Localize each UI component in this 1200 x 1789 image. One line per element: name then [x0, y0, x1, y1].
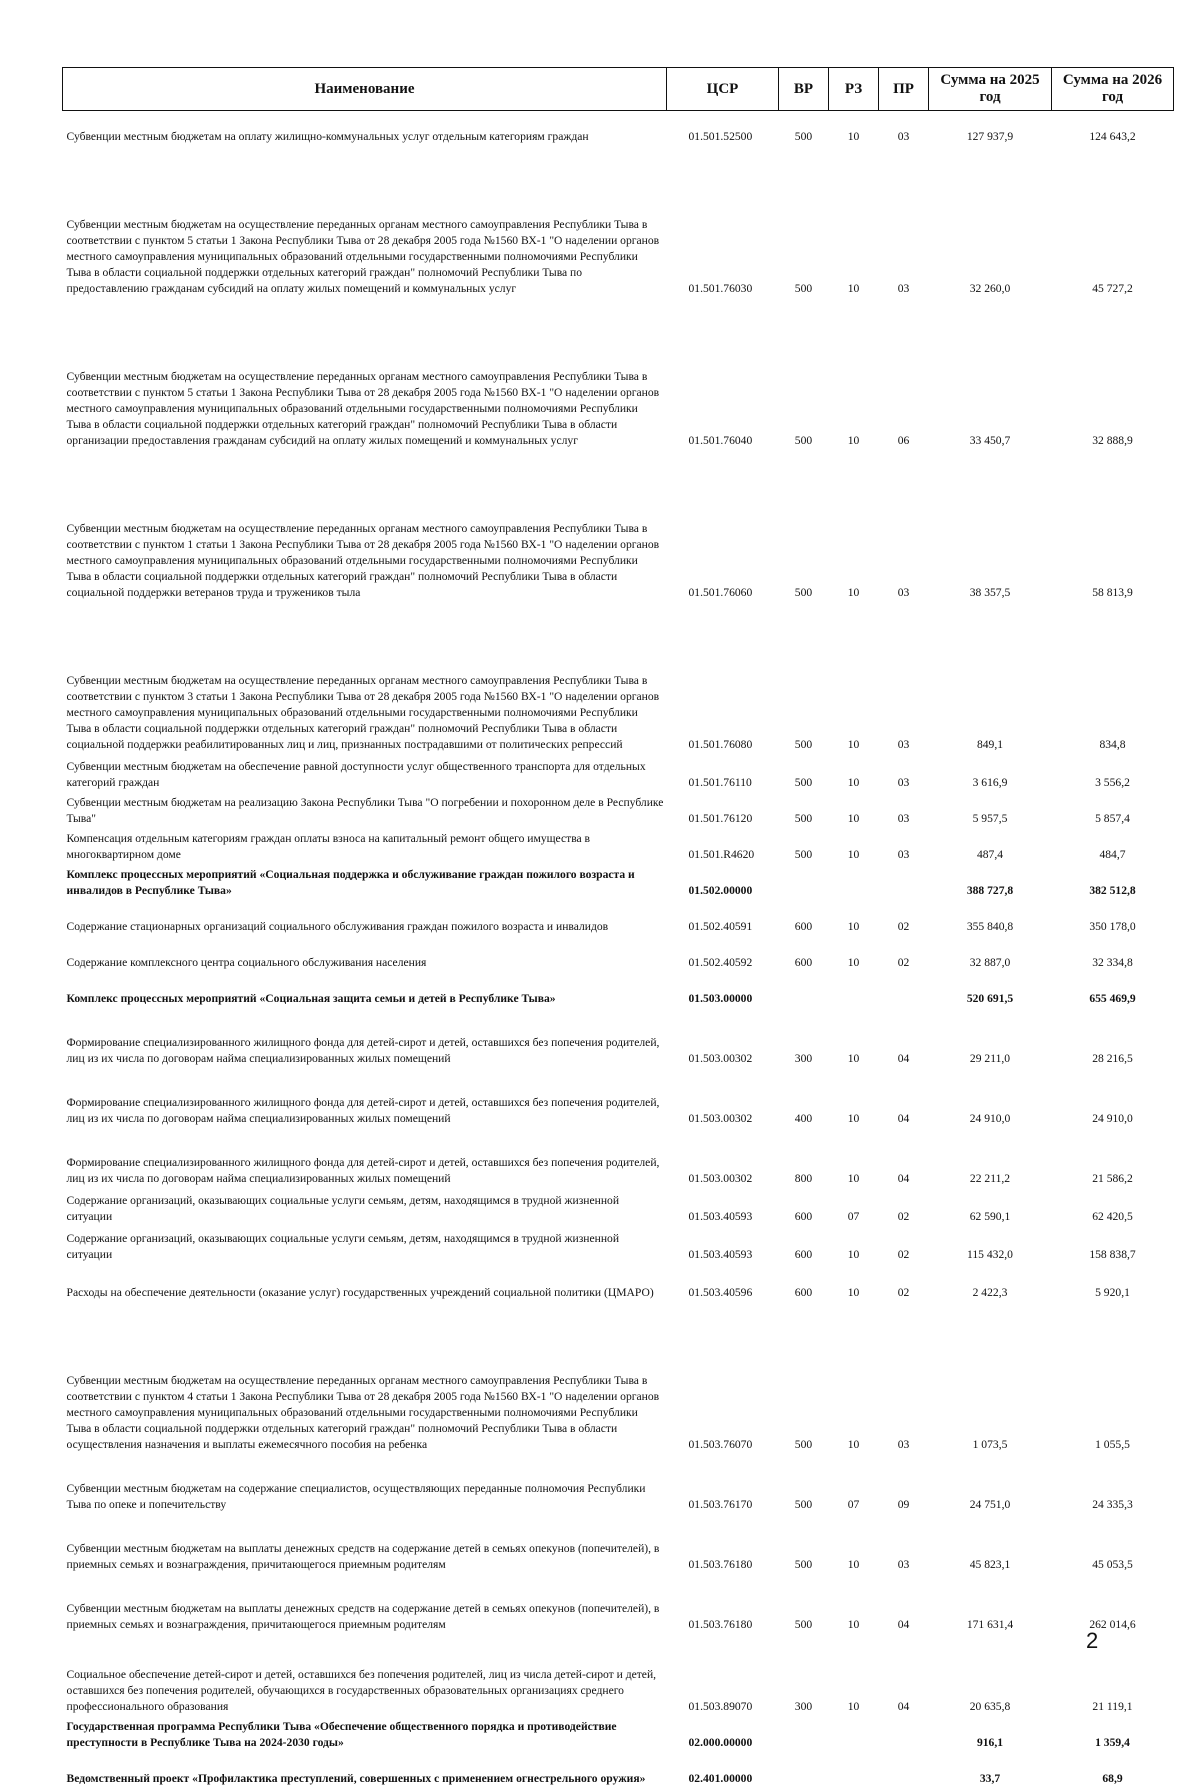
row-sum-2026: 45 727,2 [1052, 147, 1174, 299]
row-csr: 01.501.76120 [667, 793, 779, 829]
row-vr: 500 [779, 829, 829, 865]
table-row [63, 865, 1174, 901]
row-sum-2025: 520 691,5 [929, 973, 1052, 1009]
budget-page [62, 67, 1173, 1789]
row-name: Содержание комплексного центра социального обслуживания населения [63, 937, 667, 973]
row-vr: 500 [779, 755, 829, 793]
row-pr: 04 [879, 1129, 929, 1189]
row-pr [879, 1753, 929, 1789]
row-csr: 01.503.76070 [667, 1303, 779, 1455]
row-name: Субвенции местным бюджетам на осуществление переданных органам местного самоуправления Республики Тыва в соответствии с пунктом 4 статьи 1 Закона Республики Тыва от 28 декабря 2005 года №1560 ВХ-1 "О наделении органов местного самоуправления муниципальных образований отдельными государственными полномочиями Республики Тыва в области социальной поддержки отдельных категорий граждан" полномочий Республики Тыва в области осуществления назначения и выплаты ежемесячного пособия на ребенка [63, 1303, 667, 1455]
row-name: Комплекс процессных мероприятий «Социальная поддержка и обслуживание граждан пожилого возраста и инвалидов в Республике Тыва» [63, 865, 667, 901]
row-name: Субвенции местным бюджетам на оплату жилищно-коммунальных услуг отдельным категориям граждан [63, 111, 667, 148]
row-sum-2025: 115 432,0 [929, 1227, 1052, 1265]
row-pr [879, 865, 929, 901]
row-sum-2025: 32 887,0 [929, 937, 1052, 973]
row-sum-2026: 68,9 [1052, 1753, 1174, 1789]
row-rz: 10 [829, 1635, 879, 1717]
row-vr: 500 [779, 793, 829, 829]
row-pr: 03 [879, 451, 929, 603]
row-sum-2025: 38 357,5 [929, 451, 1052, 603]
row-sum-2026: 32 334,8 [1052, 937, 1174, 973]
row-rz: 10 [829, 1069, 879, 1129]
budget-table [62, 67, 1174, 1789]
row-csr: 02.000.00000 [667, 1717, 779, 1753]
row-sum-2025: 388 727,8 [929, 865, 1052, 901]
row-csr: 01.503.00000 [667, 973, 779, 1009]
row-rz: 10 [829, 1515, 879, 1575]
row-rz [829, 973, 879, 1009]
row-sum-2026: 1 055,5 [1052, 1303, 1174, 1455]
row-csr: 01.503.76170 [667, 1455, 779, 1515]
row-sum-2026: 21 119,1 [1052, 1635, 1174, 1717]
row-csr: 01.503.40593 [667, 1189, 779, 1227]
table-row [63, 1009, 1174, 1069]
row-pr: 09 [879, 1455, 929, 1515]
row-sum-2026: 1 359,4 [1052, 1717, 1174, 1753]
row-name: Субвенции местным бюджетам на осуществление переданных органам местного самоуправления Республики Тыва в соответствии с пунктом 1 статьи 1 Закона Республики Тыва от 28 декабря 2005 года №1560 ВХ-1 "О наделении органов местного самоуправления муниципальных образований отдельными государственными полномочиями Республики Тыва в области социальной поддержки отдельных категорий граждан" полномочий Республики Тыва в области социальной поддержки ветеранов труда и тружеников тыла [63, 451, 667, 603]
row-name: Формирование специализированного жилищного фонда для детей-сирот и детей, оставшихся без попечения родителей, лиц из их числа по договорам найма специализированных жилых помещений [63, 1009, 667, 1069]
header-sum-2026 [1052, 68, 1174, 111]
row-sum-2025: 5 957,5 [929, 793, 1052, 829]
row-name: Субвенции местным бюджетам на осуществление переданных органам местного самоуправления Республики Тыва в соответствии с пунктом 3 статьи 1 Закона Республики Тыва от 28 декабря 2005 года №1560 ВХ-1 "О наделении органов местного самоуправления муниципальных образований отдельными государственными полномочиями Республики Тыва в области социальной поддержки отдельных категорий граждан" полномочий Республики Тыва в области социальной поддержки реабилитированных лиц и лиц, признанных пострадавшими от политических репрессий [63, 603, 667, 755]
row-vr: 300 [779, 1009, 829, 1069]
row-sum-2025: 62 590,1 [929, 1189, 1052, 1227]
row-pr: 04 [879, 1009, 929, 1069]
row-sum-2026: 62 420,5 [1052, 1189, 1174, 1227]
header-sum-2025-line2: год [979, 89, 1000, 105]
row-rz: 10 [829, 937, 879, 973]
header-sum-2026-line2: год [1102, 89, 1123, 105]
row-rz: 10 [829, 1265, 879, 1303]
row-csr: 01.502.40591 [667, 901, 779, 937]
table-row [63, 973, 1174, 1009]
row-vr: 500 [779, 111, 829, 148]
row-csr: 01.503.40593 [667, 1227, 779, 1265]
row-sum-2026: 655 469,9 [1052, 973, 1174, 1009]
row-pr: 03 [879, 755, 929, 793]
table-row [63, 901, 1174, 937]
row-rz: 10 [829, 1009, 879, 1069]
row-sum-2026: 158 838,7 [1052, 1227, 1174, 1265]
row-csr: 01.503.76180 [667, 1515, 779, 1575]
header-vr: ВР [779, 68, 829, 111]
row-csr: 01.501.R4620 [667, 829, 779, 865]
row-sum-2026: 21 586,2 [1052, 1129, 1174, 1189]
row-vr [779, 973, 829, 1009]
table-row [63, 1515, 1174, 1575]
row-csr: 01.501.52500 [667, 111, 779, 148]
row-sum-2025: 29 211,0 [929, 1009, 1052, 1069]
row-vr: 600 [779, 1227, 829, 1265]
row-sum-2026: 24 910,0 [1052, 1069, 1174, 1129]
row-pr: 04 [879, 1575, 929, 1635]
table-row [63, 603, 1174, 755]
table-body [63, 111, 1174, 1789]
row-rz: 10 [829, 1303, 879, 1455]
table-row [63, 299, 1174, 451]
row-csr: 01.501.76030 [667, 147, 779, 299]
row-sum-2025: 45 823,1 [929, 1515, 1052, 1575]
row-name: Субвенции местным бюджетам на выплаты денежных средств на содержание детей в семьях опекунов (попечителей), в приемных семьях и вознаграждения, причитающегося приемным родителям [63, 1575, 667, 1635]
row-pr: 06 [879, 299, 929, 451]
row-pr: 04 [879, 1635, 929, 1717]
row-csr: 02.401.00000 [667, 1753, 779, 1789]
row-vr: 500 [779, 1515, 829, 1575]
row-pr: 03 [879, 147, 929, 299]
row-sum-2025: 1 073,5 [929, 1303, 1052, 1455]
row-pr: 02 [879, 937, 929, 973]
row-sum-2025: 24 751,0 [929, 1455, 1052, 1515]
row-rz [829, 1717, 879, 1753]
row-sum-2025: 32 260,0 [929, 147, 1052, 299]
row-sum-2025: 916,1 [929, 1717, 1052, 1753]
row-sum-2026: 28 216,5 [1052, 1009, 1174, 1069]
row-vr: 500 [779, 603, 829, 755]
row-rz: 10 [829, 299, 879, 451]
row-rz: 10 [829, 1575, 879, 1635]
row-vr: 400 [779, 1069, 829, 1129]
row-rz: 10 [829, 755, 879, 793]
table-row [63, 1227, 1174, 1265]
row-pr [879, 1717, 929, 1753]
row-name: Субвенции местным бюджетам на реализацию Закона Республики Тыва "О погребении и похоронном деле в Республике Тыва" [63, 793, 667, 829]
row-vr: 600 [779, 1189, 829, 1227]
row-sum-2026: 5 920,1 [1052, 1265, 1174, 1303]
row-vr: 500 [779, 1303, 829, 1455]
row-vr [779, 865, 829, 901]
row-pr: 03 [879, 603, 929, 755]
row-name: Субвенции местным бюджетам на обеспечение равной доступности услуг общественного транспорта для отдельных категорий граждан [63, 755, 667, 793]
row-sum-2026: 5 857,4 [1052, 793, 1174, 829]
row-name: Социальное обеспечение детей-сирот и детей, оставшихся без попечения родителей, лиц из числа детей-сирот и детей, оставшихся без попечения родителей, обучающихся в государственных образовательных организациях среднего профессионального образования [63, 1635, 667, 1717]
table-row [63, 111, 1174, 148]
row-csr: 01.502.00000 [667, 865, 779, 901]
row-sum-2025: 2 422,3 [929, 1265, 1052, 1303]
table-row [63, 755, 1174, 793]
header-sum-2026-line1: Сумма на 2026 [1063, 72, 1162, 88]
table-row [63, 937, 1174, 973]
row-rz: 07 [829, 1455, 879, 1515]
row-rz: 10 [829, 1129, 879, 1189]
row-pr: 02 [879, 1265, 929, 1303]
row-vr: 500 [779, 451, 829, 603]
table-row [63, 1753, 1174, 1789]
row-sum-2025: 20 635,8 [929, 1635, 1052, 1717]
row-name: Расходы на обеспечение деятельности (оказание услуг) государственных учреждений социальной политики (ЦМАРО) [63, 1265, 667, 1303]
row-rz [829, 865, 879, 901]
row-csr: 01.501.76080 [667, 603, 779, 755]
row-name: Формирование специализированного жилищного фонда для детей-сирот и детей, оставшихся без попечения родителей, лиц из их числа по договорам найма специализированных жилых помещений [63, 1129, 667, 1189]
row-sum-2026: 350 178,0 [1052, 901, 1174, 937]
row-sum-2026: 124 643,2 [1052, 111, 1174, 148]
row-vr: 500 [779, 1575, 829, 1635]
row-vr: 600 [779, 901, 829, 937]
row-vr: 800 [779, 1129, 829, 1189]
table-header [63, 68, 1174, 111]
row-csr: 01.503.76180 [667, 1575, 779, 1635]
row-name: Формирование специализированного жилищного фонда для детей-сирот и детей, оставшихся без попечения родителей, лиц из их числа по договорам найма специализированных жилых помещений [63, 1069, 667, 1129]
row-sum-2025: 24 910,0 [929, 1069, 1052, 1129]
header-rz: РЗ [829, 68, 879, 111]
page-number: 2 [1086, 1628, 1098, 1654]
row-sum-2026: 382 512,8 [1052, 865, 1174, 901]
row-csr: 01.503.00302 [667, 1009, 779, 1069]
row-sum-2026: 58 813,9 [1052, 451, 1174, 603]
row-name: Содержание стационарных организаций социального обслуживания граждан пожилого возраста и инвалидов [63, 901, 667, 937]
table-row [63, 1575, 1174, 1635]
row-rz: 10 [829, 451, 879, 603]
row-csr: 01.503.00302 [667, 1069, 779, 1129]
row-pr: 03 [879, 1515, 929, 1575]
table-row [63, 147, 1174, 299]
row-name: Ведомственный проект «Профилактика преступлений, совершенных с применением огнестрельного оружия» [63, 1753, 667, 1789]
header-sum-2025 [929, 68, 1052, 111]
row-pr: 03 [879, 793, 929, 829]
row-rz: 10 [829, 603, 879, 755]
row-rz: 07 [829, 1189, 879, 1227]
row-sum-2025: 355 840,8 [929, 901, 1052, 937]
row-sum-2025: 127 937,9 [929, 111, 1052, 148]
row-csr: 01.501.76110 [667, 755, 779, 793]
row-vr [779, 1717, 829, 1753]
row-csr: 01.503.40596 [667, 1265, 779, 1303]
table-row [63, 1129, 1174, 1189]
row-rz: 10 [829, 111, 879, 148]
row-csr: 01.501.76060 [667, 451, 779, 603]
table-row [63, 1717, 1174, 1753]
row-name: Субвенции местным бюджетам на осуществление переданных органам местного самоуправления Республики Тыва в соответствии с пунктом 5 статьи 1 Закона Республики Тыва от 28 декабря 2005 года №1560 ВХ-1 "О наделении органов местного самоуправления муниципальных образований отдельными государственными полномочиями Республики Тыва в области социальной поддержки отдельных категорий граждан" полномочий Республики Тыва в области организации предоставления гражданам субсидий на оплату жилых помещений и коммунальных услуг [63, 299, 667, 451]
row-csr: 01.503.00302 [667, 1129, 779, 1189]
row-rz: 10 [829, 793, 879, 829]
row-pr: 02 [879, 1227, 929, 1265]
row-vr: 500 [779, 1455, 829, 1515]
header-sum-2025-line1: Сумма на 2025 [940, 72, 1039, 88]
row-name: Государственная программа Республики Тыва «Обеспечение общественного порядка и противодействие преступности в Республике Тыва на 2024-2030 годы» [63, 1717, 667, 1753]
row-sum-2026: 24 335,3 [1052, 1455, 1174, 1515]
row-rz: 10 [829, 147, 879, 299]
row-name: Содержание организаций, оказывающих социальные услуги семьям, детям, находящимся в трудной жизненной ситуации [63, 1227, 667, 1265]
table-row [63, 1303, 1174, 1455]
row-csr: 01.502.40592 [667, 937, 779, 973]
row-sum-2025: 849,1 [929, 603, 1052, 755]
row-pr: 02 [879, 901, 929, 937]
row-name: Субвенции местным бюджетам на выплаты денежных средств на содержание детей в семьях опекунов (попечителей), в приемных семьях и вознаграждения, причитающегося приемным родителям [63, 1515, 667, 1575]
row-pr: 02 [879, 1189, 929, 1227]
table-row [63, 1455, 1174, 1515]
row-rz [829, 1753, 879, 1789]
row-sum-2025: 171 631,4 [929, 1575, 1052, 1635]
row-name: Комплекс процессных мероприятий «Социальная защита семьи и детей в Республике Тыва» [63, 973, 667, 1009]
row-vr [779, 1753, 829, 1789]
table-row [63, 451, 1174, 603]
table-row [63, 1265, 1174, 1303]
row-vr: 600 [779, 1265, 829, 1303]
row-name: Компенсация отдельным категориям граждан оплаты взноса на капитальный ремонт общего имущества в многоквартирном доме [63, 829, 667, 865]
row-sum-2025: 22 211,2 [929, 1129, 1052, 1189]
row-sum-2026: 3 556,2 [1052, 755, 1174, 793]
row-name: Содержание организаций, оказывающих социальные услуги семьям, детям, находящимся в трудной жизненной ситуации [63, 1189, 667, 1227]
row-vr: 500 [779, 299, 829, 451]
row-sum-2025: 3 616,9 [929, 755, 1052, 793]
row-sum-2026: 484,7 [1052, 829, 1174, 865]
row-rz: 10 [829, 901, 879, 937]
header-csr: ЦСР [667, 68, 779, 111]
row-pr: 03 [879, 111, 929, 148]
row-pr: 03 [879, 1303, 929, 1455]
row-sum-2025: 33 450,7 [929, 299, 1052, 451]
row-name: Субвенции местным бюджетам на осуществление переданных органам местного самоуправления Республики Тыва в соответствии с пунктом 5 статьи 1 Закона Республики Тыва от 28 декабря 2005 года №1560 ВХ-1 "О наделении органов местного самоуправления муниципальных образований отдельными государственными полномочиями Республики Тыва в области социальной поддержки отдельных категорий граждан" полномочий Республики Тыва по предоставлению гражданам субсидий на оплату жилых помещений и коммунальных услуг [63, 147, 667, 299]
row-sum-2025: 33,7 [929, 1753, 1052, 1789]
row-sum-2026: 262 014,6 [1052, 1575, 1174, 1635]
table-row [63, 1189, 1174, 1227]
row-rz: 10 [829, 829, 879, 865]
row-sum-2026: 834,8 [1052, 603, 1174, 755]
row-vr: 300 [779, 1635, 829, 1717]
header-pr: ПР [879, 68, 929, 111]
header-name: Наименование [63, 68, 667, 111]
row-sum-2026: 32 888,9 [1052, 299, 1174, 451]
row-rz: 10 [829, 1227, 879, 1265]
row-vr: 500 [779, 147, 829, 299]
table-row [63, 829, 1174, 865]
table-row [63, 1069, 1174, 1129]
row-name: Субвенции местным бюджетам на содержание специалистов, осуществляющих переданные полномочия Республики Тыва по опеке и попечительству [63, 1455, 667, 1515]
row-pr: 04 [879, 1069, 929, 1129]
row-csr: 01.501.76040 [667, 299, 779, 451]
row-csr: 01.503.89070 [667, 1635, 779, 1717]
row-pr [879, 973, 929, 1009]
row-sum-2025: 487,4 [929, 829, 1052, 865]
table-row [63, 793, 1174, 829]
row-pr: 03 [879, 829, 929, 865]
row-sum-2026: 45 053,5 [1052, 1515, 1174, 1575]
row-vr: 600 [779, 937, 829, 973]
